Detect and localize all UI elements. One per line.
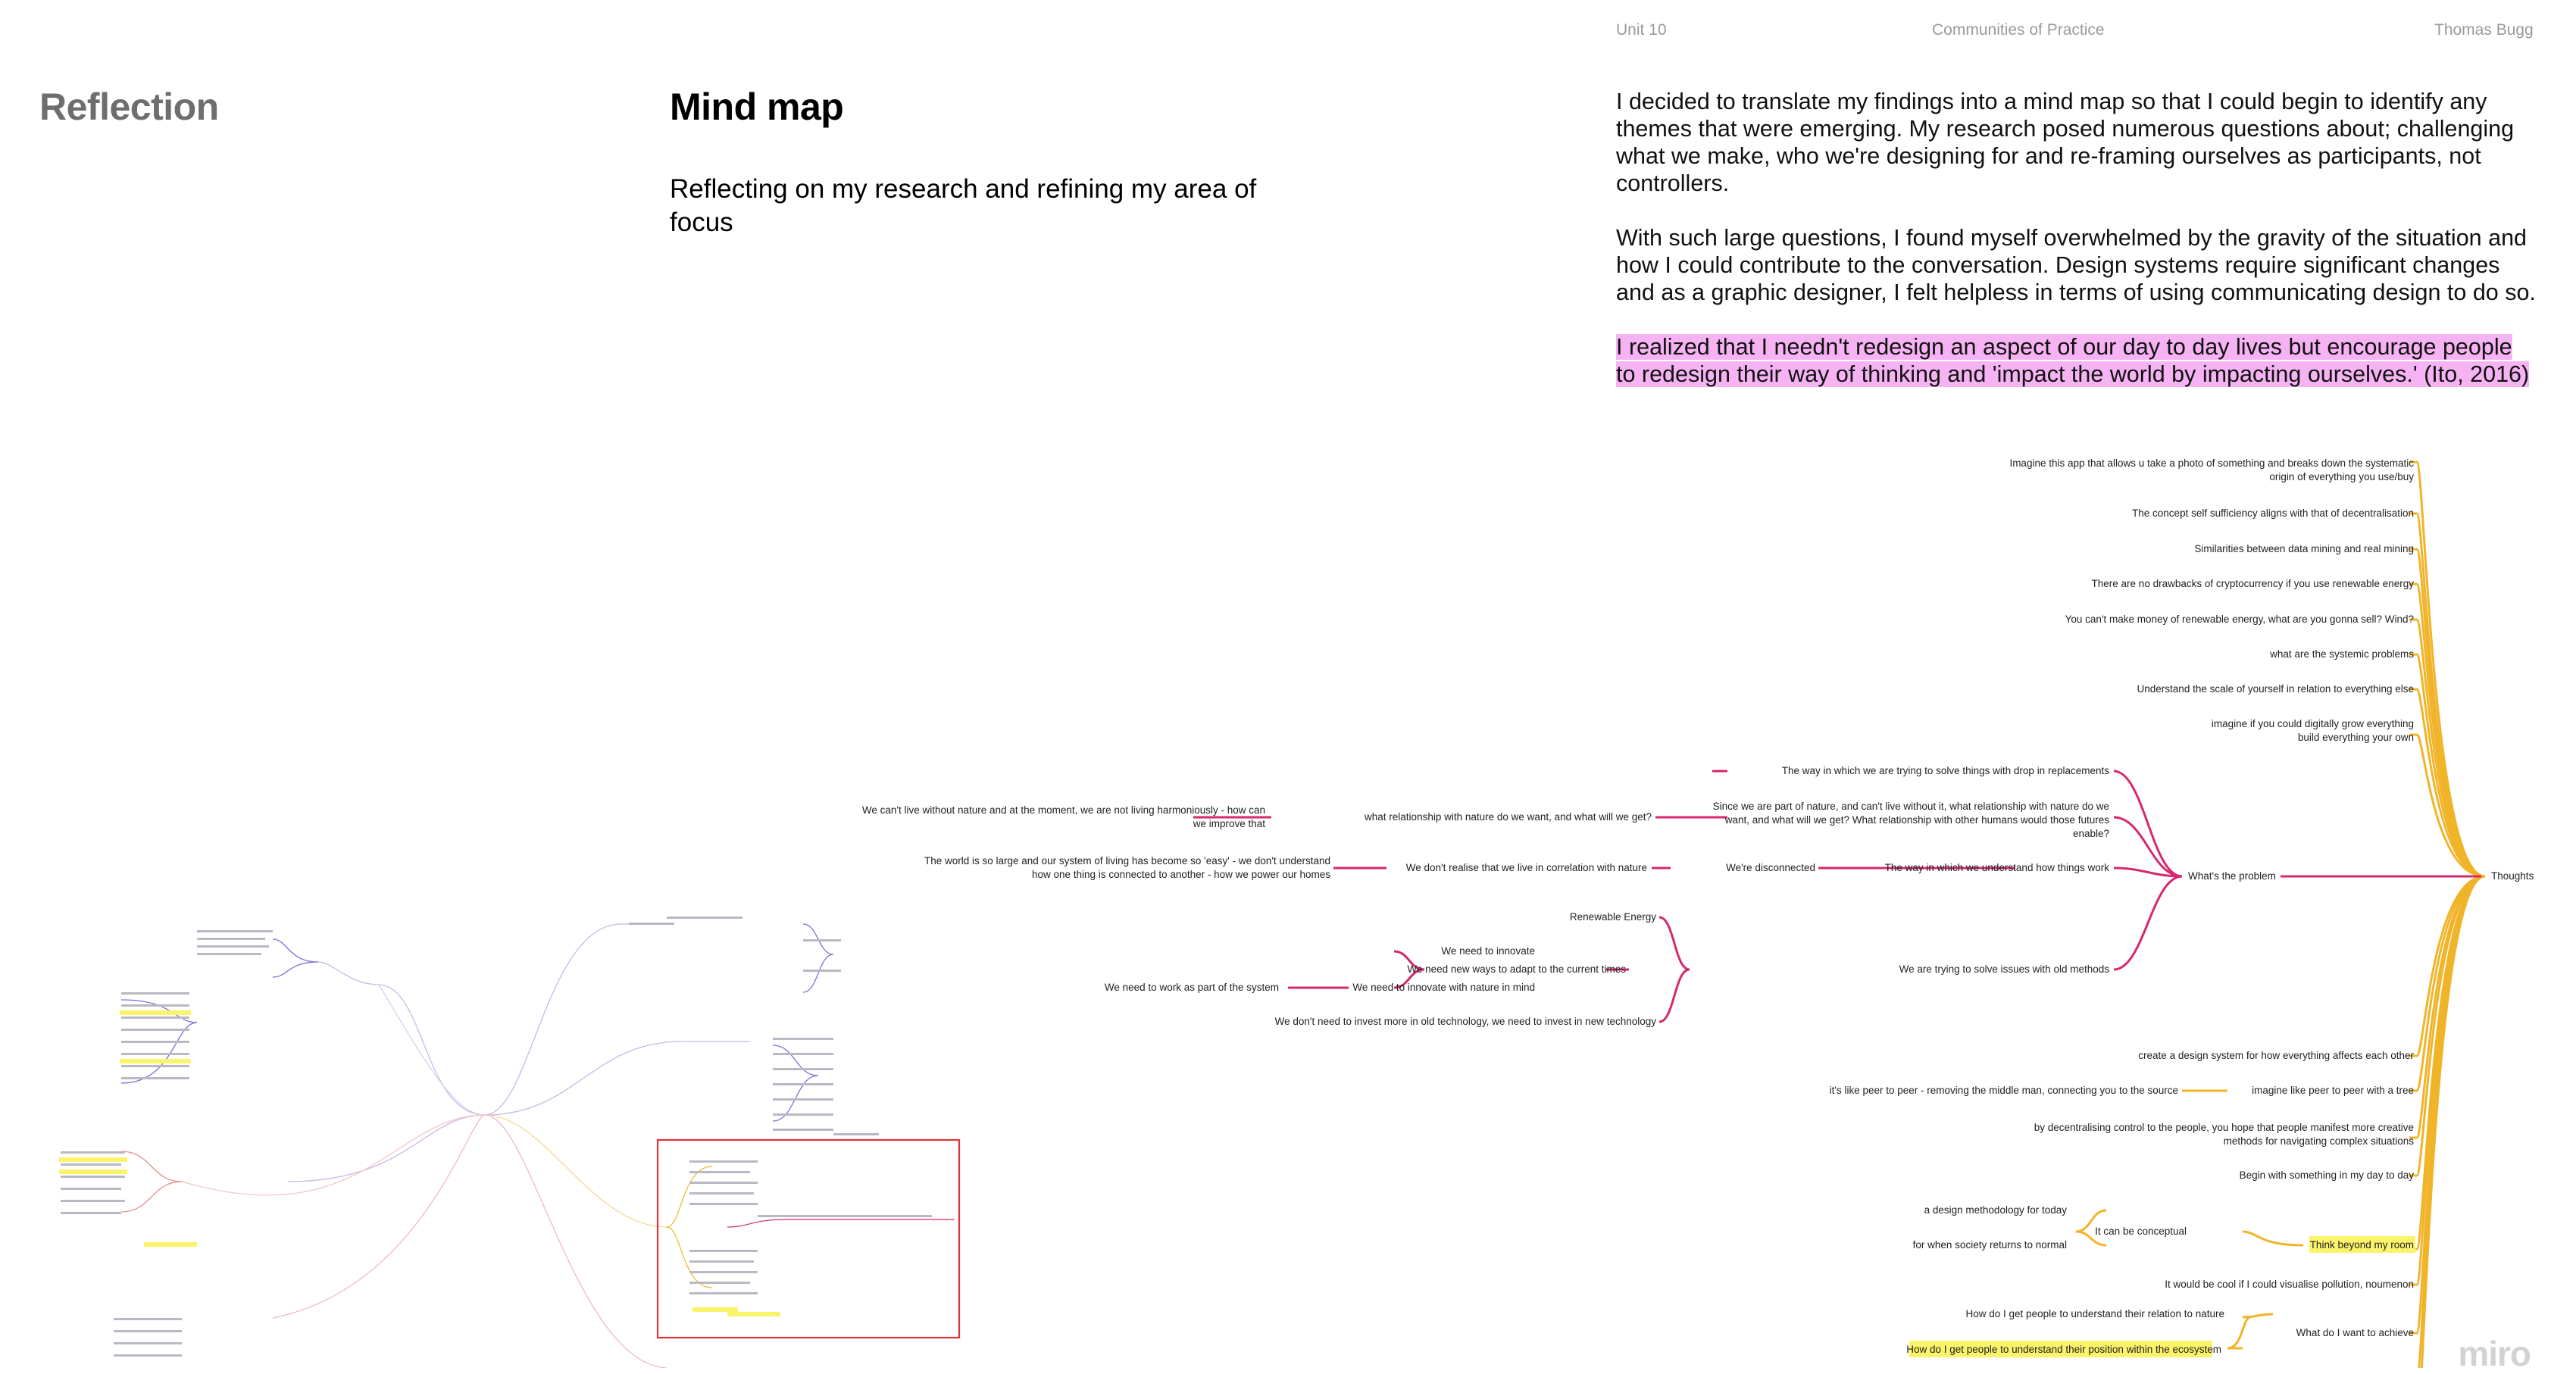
branch-grow-digitally-2[interactable]: build everything your own [2297, 732, 2414, 743]
branch-app-idea-1[interactable]: Imagine this app that allows u take a photo of something and breaks down the systematic [2009, 457, 2414, 469]
branch-decentralising-2[interactable]: methods for navigating complex situations [2223, 1135, 2414, 1147]
overview-branch [485, 924, 667, 1115]
node-cant-live-without-nature-2[interactable]: we improve that [1193, 818, 1265, 829]
unit-label: Unit 10 [1616, 21, 1667, 39]
module-label: Communities of Practice [1932, 21, 2105, 39]
branch-design-system[interactable]: create a design system for how everything affects each other [2138, 1050, 2414, 1061]
node-renewable-energy[interactable]: Renewable Energy [1569, 911, 1656, 923]
frame-branch [667, 1166, 712, 1288]
node-conceptual[interactable]: It can be conceptual [2095, 1226, 2187, 1237]
branch-visualise-pollution[interactable]: It would be cool if I could visualise pollution, noumenon [2165, 1279, 2414, 1290]
node-relation-to-nature[interactable]: How do I get people to understand their relation to nature [1965, 1308, 2224, 1319]
miro-watermark: miro [2458, 1334, 2531, 1373]
node-think-beyond-room[interactable]: Think beyond my room [2309, 1239, 2414, 1251]
paragraph-3-highlight [1616, 333, 2537, 388]
overview-branch [379, 985, 485, 1115]
highlighted-quote: I realized that I needn't redesign an aspect of our day to day lives but encourage people to redesign their way of thinking and 'impact the world by impacting ourselves.' (Ito, 2016) [1616, 334, 2530, 387]
node-part-of-nature-1[interactable]: Since we are part of nature, and can't live without it, what relationship with nature do we [1712, 801, 2109, 812]
branch-scale-of-yourself[interactable]: Understand the scale of yourself in relation to everything else [2137, 683, 2414, 695]
branch-begin-day-to-day[interactable]: Begin with something in my day to day [2239, 1169, 2414, 1181]
detail-mind-map[interactable] [833, 439, 2576, 1368]
node-part-of-nature-2[interactable]: want, and what will we get? What relationship with other humans would those futures [1724, 814, 2109, 826]
node-new-ways[interactable]: We need new ways to adapt to the current times [1407, 963, 1626, 975]
root-node-thoughts[interactable]: Thoughts [2491, 870, 2534, 882]
branch-peer-tree[interactable]: imagine like peer to peer with a tree [2252, 1085, 2414, 1096]
node-invest-new-technology[interactable]: We don't need to invest more in old technology, we need to invest in new technology [1274, 1016, 1656, 1027]
node-disconnected[interactable]: We're disconnected [1726, 862, 1815, 873]
overview-sub-branch [121, 1151, 182, 1212]
overview-branch [485, 1041, 750, 1115]
branch-grow-digitally-1[interactable]: imagine if you could digitally grow everything [2211, 718, 2414, 729]
branch-systemic-problems[interactable]: what are the systemic problems [2270, 648, 2414, 660]
page-title: Mind map [670, 86, 844, 128]
body-text [1616, 88, 2537, 415]
branch-self-sufficiency[interactable]: The concept self sufficiency aligns with that of decentralisation [2132, 507, 2414, 519]
branch-peer-to-peer[interactable]: it's like peer to peer - removing the middle man, connecting you to the source [1829, 1085, 2178, 1096]
node-innovate-nature[interactable]: We need to innovate with nature in mind [1352, 982, 1535, 993]
paragraph-1: I decided to translate my findings into a mind map so that I could begin to identify any themes that were emerging. My research posed numerous questions about; challenging what we make, who we're designing for and re-framing ourselves as participants, not controllers. [1616, 89, 2515, 196]
frame-highlights [692, 1307, 780, 1316]
overview-sub-branch [803, 924, 833, 992]
node-part-of-nature-3[interactable]: enable? [2072, 828, 2109, 839]
node-innovate[interactable]: We need to innovate [1441, 945, 1535, 957]
branch-app-idea-2[interactable]: origin of everything you use/buy [2269, 471, 2414, 482]
node-position-in-ecosystem[interactable]: How do I get people to understand their position within the ecosystem [1906, 1344, 2221, 1355]
page-subtitle: Reflecting on my research and refining my area of focus [670, 174, 1257, 237]
overview-branch [318, 962, 485, 1115]
node-society-returns[interactable]: for when society returns to normal [1912, 1239, 2067, 1251]
node-cant-live-without-nature-1[interactable]: We can't live without nature and at the moment, we are not living harmoniously - how can [861, 804, 1265, 816]
overview-sub-branch [273, 939, 318, 977]
node-work-as-part-of-system[interactable]: We need to work as part of the system [1104, 982, 1279, 993]
overview-branch [273, 1115, 485, 1318]
yellow-highlights [1909, 1236, 2415, 1357]
node-world-so-large-1[interactable]: The world is so large and our system of living has become so 'easy' - we don't understand [924, 855, 1330, 867]
overview-branch [182, 1115, 485, 1195]
overview-branch [288, 1115, 485, 1182]
paragraph-2: With such large questions, I found myself overwhelmed by the gravity of the situation and how I could contribute to the conversation. Design systems require significant changes and as a graphic designer, I felt helpless in terms of using communicating design to do so. [1616, 225, 2536, 305]
node-world-so-large-2[interactable]: how one thing is connected to another - how we power our homes [1032, 869, 1330, 880]
branch-decentralising-1[interactable]: by decentralising control to the people, you hope that people manifest more creative [2034, 1122, 2414, 1133]
section-label: Reflection [39, 86, 219, 128]
author-label: Thomas Bugg [2434, 21, 2534, 39]
node-what-to-achieve[interactable]: What do I want to achieve [2296, 1327, 2414, 1338]
node-correlation-with-nature[interactable]: We don't realise that we live in correlation with nature [1405, 862, 1647, 873]
node-understand-how-things-work[interactable]: The way in which we understand how things work [1884, 862, 2109, 873]
branch-data-mining[interactable]: Similarities between data mining and real mining [2194, 543, 2414, 554]
overview-branch [485, 1115, 667, 1368]
node-whats-the-problem[interactable]: What's the problem [2188, 870, 2276, 882]
overview-branch [485, 1115, 667, 1227]
branch-renewable-money[interactable]: You can't make money of renewable energy, what are you gonna sell? Wind? [2065, 614, 2414, 625]
node-drop-in-replacements[interactable]: The way in which we are trying to solve things with drop in replacements [1781, 765, 2109, 776]
node-relationship-with-nature[interactable]: what relationship with nature do we want, and what will we get? [1365, 811, 1652, 823]
node-old-methods[interactable]: We are trying to solve issues with old methods [1899, 963, 2109, 975]
node-design-methodology[interactable]: a design methodology for today [1924, 1204, 2067, 1216]
branch-cryptocurrency[interactable]: There are no drawbacks of cryptocurrency if you use renewable energy [2091, 578, 2414, 589]
